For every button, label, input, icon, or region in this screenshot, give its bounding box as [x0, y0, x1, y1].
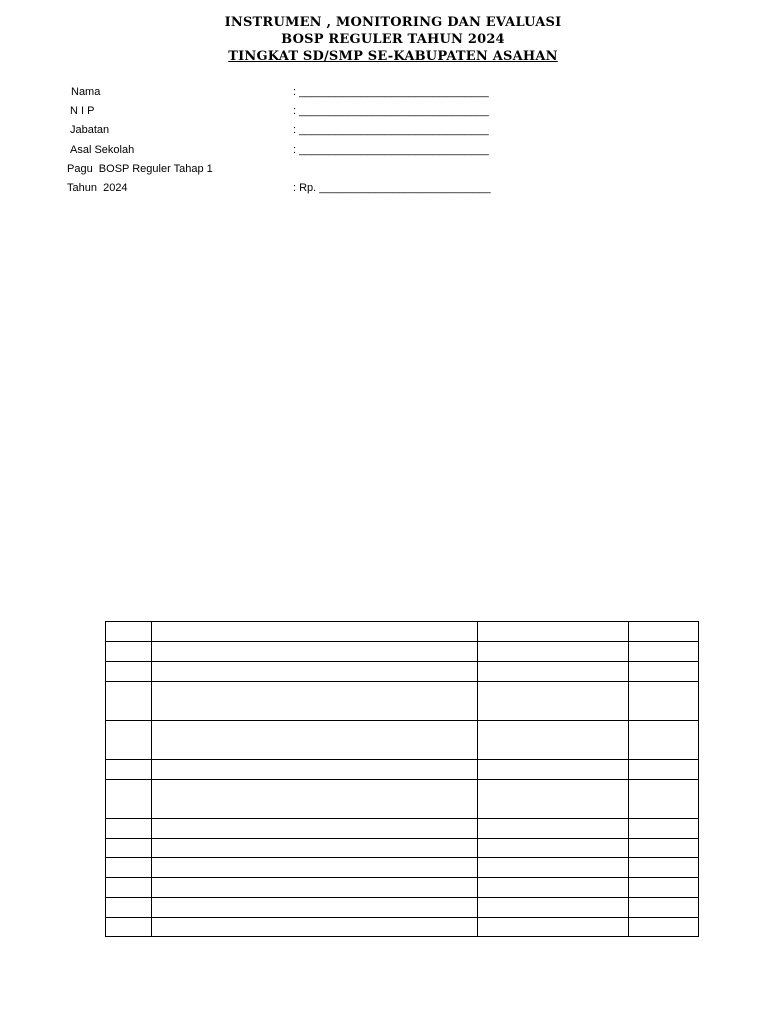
value-nama: : _______________________________ [293, 86, 489, 98]
value-asal-sekolah: : _______________________________ [293, 144, 489, 156]
value-jabatan: : _______________________________ [293, 124, 489, 136]
table-grid [105, 621, 699, 937]
label-jabatan: Jabatan [70, 124, 110, 136]
value-nip: : _______________________________ [293, 105, 489, 117]
value-pagu: : Rp. ____________________________ [293, 182, 491, 194]
title-line-2: BOSP REGULER TAHUN 2024 [281, 32, 505, 47]
monitoring-table [105, 621, 699, 937]
label-asal-sekolah: Asal Sekolah [70, 144, 135, 156]
title-line-3: TINGKAT SD/SMP SE-KABUPATEN ASAHAN [228, 49, 558, 64]
label-nip: N I P [70, 105, 95, 117]
title-line-1: INSTRUMEN , MONITORING DAN EVALUASI [224, 15, 562, 30]
label-pagu-line-2: Tahun 2024 [67, 182, 128, 194]
label-pagu-line-1: Pagu BOSP Reguler Tahap 1 [67, 163, 213, 175]
label-nama: Nama [71, 86, 101, 98]
